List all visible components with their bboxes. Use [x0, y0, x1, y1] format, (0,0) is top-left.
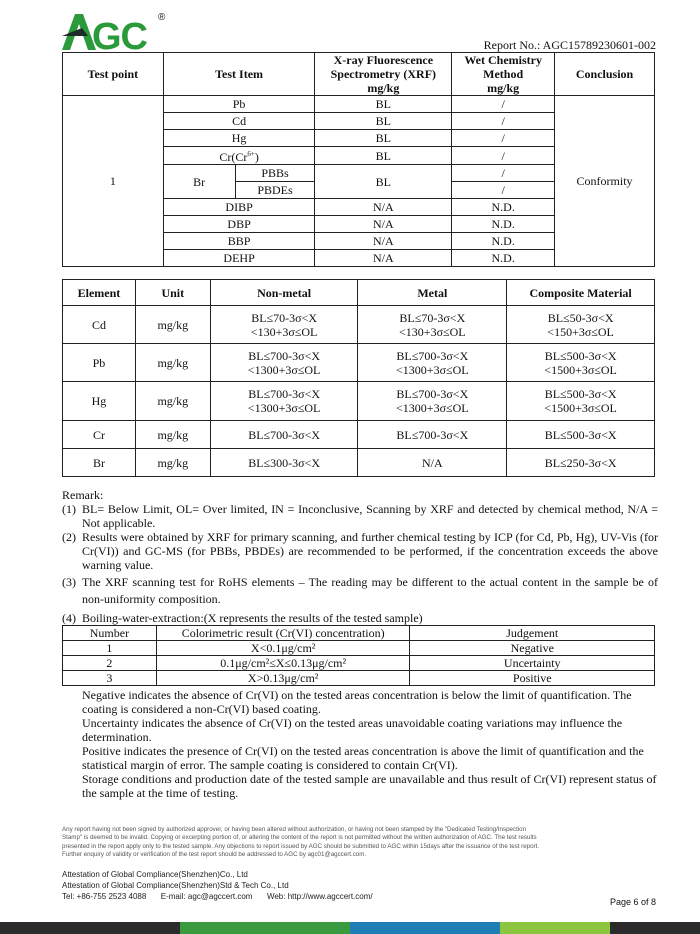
- test-item: Pb: [163, 96, 315, 113]
- remark-item: [62, 574, 658, 608]
- number-cell: 2: [63, 656, 157, 671]
- element-cell: Br: [63, 449, 136, 477]
- wet-value: /: [452, 165, 555, 182]
- limit-line: <1300+3σ≤OL: [247, 401, 321, 415]
- header-wet-chemistry: [452, 53, 555, 96]
- xrf-value: N/A: [315, 216, 452, 233]
- composite-cell: [507, 306, 655, 344]
- unit-cell: mg/kg: [135, 449, 210, 477]
- remarks-title: Remark:: [62, 488, 104, 502]
- remark-item: [62, 502, 658, 530]
- element-cell: Cd: [63, 306, 136, 344]
- wet-value: N.D.: [452, 216, 555, 233]
- metal-cell: [358, 344, 507, 382]
- limit-line: <130+3σ≤OL: [250, 324, 318, 339]
- header-xrf: [315, 53, 452, 96]
- header-metal: Metal: [358, 280, 507, 306]
- element-cell: Cr: [63, 421, 136, 449]
- remark-text: Results were obtained by XRF for primary scanning, and further chemical testing by ICP (for Cd, Pb, Hg), UV-Vis (for Cr(VI)) and GC-MS (for PBBs, PBDEs) are recommended to be performed, if the concentration exceeds the above warning value.: [82, 530, 658, 572]
- table-row: [63, 656, 655, 671]
- note-storage: Storage conditions and production date of the tested sample are unavailable and thus result of Cr(VI) represent status of the sample at the time of testing.: [82, 772, 657, 800]
- test-item: Hg: [163, 130, 315, 147]
- header-wet-line: Wet Chemistry: [464, 53, 542, 67]
- header-unit: Unit: [135, 280, 210, 306]
- wet-value: /: [452, 147, 555, 165]
- remark-item: [62, 530, 658, 572]
- footer-bar-segment: [500, 922, 610, 934]
- composite-cell: BL≤250-3σ<X: [507, 449, 655, 477]
- header-test-item: Test Item: [163, 53, 315, 96]
- remark-number: (3): [62, 575, 76, 589]
- metal-cell: [358, 382, 507, 421]
- non-metal-cell: BL≤300-3σ<X: [210, 449, 358, 477]
- number-cell: 3: [63, 671, 157, 686]
- test-item: BBP: [163, 233, 315, 250]
- wet-value: /: [452, 96, 555, 113]
- wet-value: N.D.: [452, 199, 555, 216]
- composite-cell: [507, 344, 655, 382]
- test-results-table: [62, 52, 655, 267]
- judgement-notes: [82, 688, 658, 800]
- limit-line: <1300+3σ≤OL: [396, 401, 469, 415]
- contact-line: [62, 891, 658, 902]
- header-wet-line: mg/kg: [487, 81, 520, 95]
- limit-line: <1300+3σ≤OL: [247, 362, 321, 377]
- remark-text: BL= Below Limit, OL= Over limited, IN = Inconclusive, Scanning by XRF and detected by chemical method, N/A = Not applicable.: [82, 502, 658, 530]
- limit-line: BL≤700-3σ<X: [396, 387, 469, 401]
- metal-cell: BL≤700-3σ<X: [358, 421, 507, 449]
- table-row: [63, 382, 655, 421]
- test-item: PBDEs: [235, 182, 315, 199]
- limit-line: BL≤700-3σ<X: [248, 348, 321, 363]
- disclaimer: [62, 826, 658, 860]
- limit-line: BL≤50-3σ<X: [547, 310, 614, 325]
- header-element: Element: [63, 280, 136, 306]
- footer-bar-segment: [610, 922, 700, 934]
- registered-mark: ®: [158, 12, 166, 23]
- header-xrf-line: X-ray Fluorescence: [333, 53, 434, 67]
- xrf-value: N/A: [315, 199, 452, 216]
- test-item: DIBP: [163, 199, 315, 216]
- wet-value: /: [452, 130, 555, 147]
- limit-line: <130+3σ≤OL: [399, 324, 466, 339]
- company-line: Attestation of Global Compliance(Shenzhen)Co., Ltd: [62, 870, 248, 879]
- metal-cell: N/A: [358, 449, 507, 477]
- disclaimer-line: presented in the report apply only to the tested sample. Any objections to report issued by AGC should be submitted to AGC within 15days after the issuance of the test report.: [62, 842, 540, 850]
- judgement-cell: Positive: [410, 671, 655, 686]
- limit-line: BL≤700-3σ<X: [248, 387, 321, 401]
- metal-cell: [358, 306, 507, 344]
- non-metal-cell: [210, 306, 358, 344]
- table-row: [63, 306, 655, 344]
- xrf-value: BL: [315, 96, 452, 113]
- unit-cell: mg/kg: [135, 382, 210, 421]
- remark-text: Boiling-water-extraction:(X represents the results of the tested sample): [82, 611, 423, 625]
- table-header-row: [63, 53, 655, 96]
- number-cell: 1: [63, 641, 157, 656]
- element-cell: Pb: [63, 344, 136, 382]
- limit-line: <1500+3σ≤OL: [544, 401, 617, 415]
- note-uncertainty: Uncertainty indicates the absence of Cr(VI) on the tested areas unavoidable coating variations may influence the determination.: [82, 716, 623, 744]
- judgement-cell: Negative: [410, 641, 655, 656]
- table-row: [63, 449, 655, 477]
- disclaimer-line: Any report having not been signed by authorized approver, or having been altered without authorization, or having not been stamped by the "Dedicated Testing/Inspection: [62, 826, 527, 833]
- wet-value: /: [452, 113, 555, 130]
- xrf-value: BL: [315, 165, 452, 199]
- table-row: [63, 421, 655, 449]
- email: E-mail: agc@agccert.com: [160, 892, 253, 901]
- xrf-value: BL: [315, 130, 452, 147]
- header-conclusion: Conclusion: [555, 53, 655, 96]
- header-test-point: Test point: [63, 53, 164, 96]
- colorimetric-cell: 0.1μg/cm²≤X≤0.13μg/cm²: [156, 656, 410, 671]
- company-line: Attestation of Global Compliance(Shenzhen)Std & Tech Co., Ltd: [62, 881, 289, 890]
- remark-number: (2): [62, 530, 76, 544]
- test-item: DEHP: [163, 250, 315, 267]
- note-negative: Negative indicates the absence of Cr(VI) on the tested areas concentration is below the limit of quantification. The coating is considered a non-Cr(VI) based coating.: [82, 688, 632, 716]
- xrf-value: N/A: [315, 250, 452, 267]
- composite-cell: [507, 382, 655, 421]
- xrf-value: N/A: [315, 233, 452, 250]
- page-number: Page 6 of 8: [609, 897, 656, 907]
- element-cell: Hg: [63, 382, 136, 421]
- header-xrf-line: mg/kg: [367, 81, 400, 95]
- note-positive: Positive indicates the presence of Cr(VI) on the tested areas concentration is above the limit of quantification and the statistical margin of error. The sample coating is considered to contain Cr(VI).: [82, 744, 644, 772]
- limit-line: BL≤70-3σ<X: [251, 310, 318, 325]
- wet-value: N.D.: [452, 233, 555, 250]
- logo-text: GC: [92, 16, 147, 58]
- table-row: [63, 671, 655, 686]
- table-header-row: [63, 280, 655, 306]
- header-composite: Composite Material: [507, 280, 655, 306]
- limits-table: [62, 279, 655, 477]
- cr-label-end: ): [254, 150, 259, 164]
- non-metal-cell: [210, 382, 358, 421]
- colorimetric-cell: X>0.13μg/cm²: [156, 671, 410, 686]
- table-row: [63, 96, 655, 113]
- remark-item: [62, 611, 658, 625]
- test-item: [163, 147, 315, 165]
- limit-line: <150+3σ≤OL: [547, 324, 614, 339]
- unit-cell: mg/kg: [135, 306, 210, 344]
- limit-line: BL≤500-3σ<X: [544, 348, 617, 363]
- footer-bar-segment: [0, 922, 180, 934]
- agc-logo: [62, 12, 172, 58]
- test-item: PBBs: [235, 165, 315, 182]
- unit-cell: mg/kg: [135, 344, 210, 382]
- header-wet-line: Method: [483, 67, 524, 81]
- non-metal-cell: BL≤700-3σ<X: [210, 421, 358, 449]
- br-label: Br: [163, 165, 235, 199]
- telephone: Tel: +86-755 2523 4088: [62, 892, 147, 901]
- test-item: DBP: [163, 216, 315, 233]
- header-colorimetric: Colorimetric result (Cr(VI) concentration): [156, 626, 410, 641]
- wet-value: N.D.: [452, 250, 555, 267]
- table-header-row: [63, 626, 655, 641]
- remark-number: (1): [62, 502, 76, 516]
- limit-line: <1300+3σ≤OL: [396, 362, 469, 377]
- logo-a-icon: [62, 14, 96, 50]
- colorimetric-cell: X<0.1μg/cm²: [156, 641, 410, 656]
- header-xrf-line: Spectrometry (XRF): [330, 67, 437, 81]
- footer: [62, 869, 658, 902]
- disclaimer-line: Further enquiry of validity or verification of the test report should be addressed to AGC by agc01@agccert.com.: [62, 851, 367, 859]
- remarks-section: [62, 488, 658, 625]
- disclaimer-line: Stamp" is deemed to be invalid. Copying or excerpting portion of, or altering the content of the report is not permitted without the written authorization of AGC. The test results: [62, 834, 537, 842]
- header-judgement: Judgement: [410, 626, 655, 641]
- table-row: [63, 641, 655, 656]
- header-number: Number: [63, 626, 157, 641]
- test-point-value: 1: [63, 96, 164, 267]
- limit-line: BL≤500-3σ<X: [544, 387, 617, 401]
- table-row: [63, 344, 655, 382]
- cr-superscript: 6+: [247, 150, 255, 158]
- judgement-cell: Uncertainty: [410, 656, 655, 671]
- remark-text: The XRF scanning test for RoHS elements – The reading may be different to the actual content in the sample be of non-uniformity composition.: [82, 575, 658, 606]
- website: Web: http://www.agccert.com/: [266, 892, 373, 901]
- wet-value: /: [452, 182, 555, 199]
- non-metal-cell: [210, 344, 358, 382]
- remark-number: (4): [62, 611, 76, 625]
- footer-bar-segment: [180, 922, 350, 934]
- limit-line: BL≤70-3σ<X: [399, 310, 466, 325]
- report-number: Report No.: AGC15789230601-002: [483, 38, 656, 52]
- cr-label: Cr(Cr: [219, 150, 248, 164]
- unit-cell: mg/kg: [135, 421, 210, 449]
- xrf-value: BL: [315, 147, 452, 165]
- header-non-metal: Non-metal: [210, 280, 358, 306]
- composite-cell: BL≤500-3σ<X: [507, 421, 655, 449]
- xrf-value: BL: [315, 113, 452, 130]
- test-item: Cd: [163, 113, 315, 130]
- footer-bar-segment: [350, 922, 500, 934]
- conclusion-value: Conformity: [555, 96, 655, 267]
- limit-line: <1500+3σ≤OL: [544, 362, 617, 377]
- limit-line: BL≤700-3σ<X: [396, 348, 469, 363]
- boiling-water-table: [62, 625, 655, 686]
